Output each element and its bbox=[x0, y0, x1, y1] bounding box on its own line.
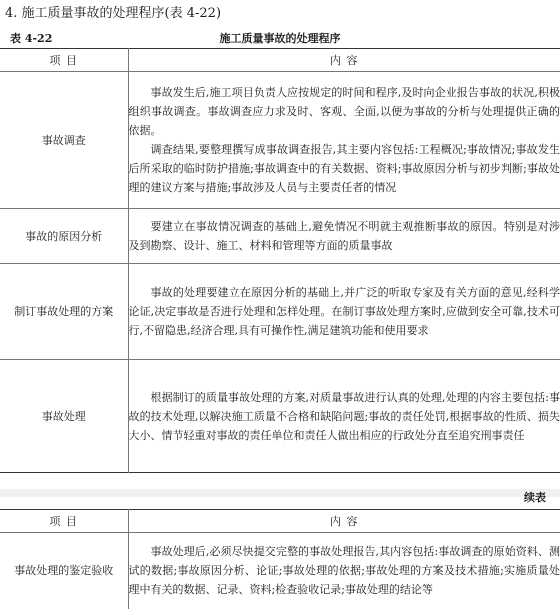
column-header-content: 内 容 bbox=[128, 510, 560, 533]
column-header-item: 项 目 bbox=[0, 49, 128, 72]
table-row bbox=[0, 72, 560, 209]
section-heading: 4. 施工质量事故的处理程序(表 4-22) bbox=[5, 6, 222, 21]
row-content bbox=[128, 72, 560, 209]
table-number: 表 4-22 bbox=[10, 32, 53, 45]
row-item-label: 制订事故处理的方案 bbox=[0, 264, 128, 360]
page-break bbox=[0, 489, 560, 497]
table-title: 施工质量事故的处理程序 bbox=[219, 32, 341, 45]
row-content bbox=[128, 264, 560, 360]
row-item-label: 事故的原因分析 bbox=[0, 209, 128, 264]
row-item-label: 事故调查 bbox=[0, 72, 128, 209]
row-item-label: 事故处理 bbox=[0, 360, 128, 473]
content-paragraph: 根据制订的质量事故处理的方案,对质量事故进行认真的处理,处理的内容主要包括:事故的技术处理,以解决施工质量不合格和缺陷问题;事故的责任处罚,根据事故的性质、损失大小、情节轻重对事故的责任单位和责任人做出相应的行政处分直至追究刑事责任 bbox=[128, 390, 560, 442]
content-paragraph: 要建立在事故情况调查的基础上,避免情况不明就主观推断事故的原因。特别是对涉及到勘察、设计、施工、材料和管理等方面的质量事故 bbox=[128, 220, 560, 252]
row-content bbox=[128, 209, 560, 264]
column-header-content: 内 容 bbox=[128, 49, 560, 72]
content-paragraph: 事故发生后,施工项目负责人应按规定的时间和程序,及时向企业报告事故的状况,积极组织事故调查。事故调查应力求及时、客观、全面,以便为事故的分析与处理提供正确的依据。 bbox=[128, 86, 560, 137]
continued-label: 续表 bbox=[524, 491, 546, 504]
procedure-table-continued bbox=[0, 509, 560, 609]
content-paragraph: 事故处理后,必须尽快提交完整的事故处理报告,其内容包括:事故调查的原始资料、测试的数据;事故原因分析、论证;事故处理的依据;事故处理的方案及技术措施;实施质量处理中有关的数据、记录、资料;检查验收记录;事故处理的结论等 bbox=[128, 545, 560, 597]
row-content bbox=[128, 360, 560, 473]
column-header-item: 项 目 bbox=[0, 510, 128, 533]
row-content bbox=[128, 533, 560, 609]
content-paragraph: 调查结果,要整理撰写成事故调查报告,其主要内容包括:工程概况;事故情况;事故发生后所采取的临时防护措施;事故调查中的有关数据、资料;事故原因分析与初步判断;事故处理的建议方案与措施;事故涉及人员与主要责任者的情况 bbox=[128, 143, 560, 194]
procedure-table bbox=[0, 48, 560, 473]
table-row bbox=[0, 264, 560, 360]
content-paragraph: 事故的处理要建立在原因分析的基础上,并广泛的听取专家及有关方面的意见,经科学论证,决定事故是否进行处理和怎样处理。在制订事故处理方案时,应做到安全可靠,技术可行,不留隐患,经济合理,具有可操作性,满足建筑功能和使用要求 bbox=[128, 286, 560, 337]
table-row bbox=[0, 533, 560, 609]
table-row bbox=[0, 209, 560, 264]
table-row bbox=[0, 360, 560, 473]
row-item-label: 事故处理的鉴定验收 bbox=[0, 533, 128, 609]
